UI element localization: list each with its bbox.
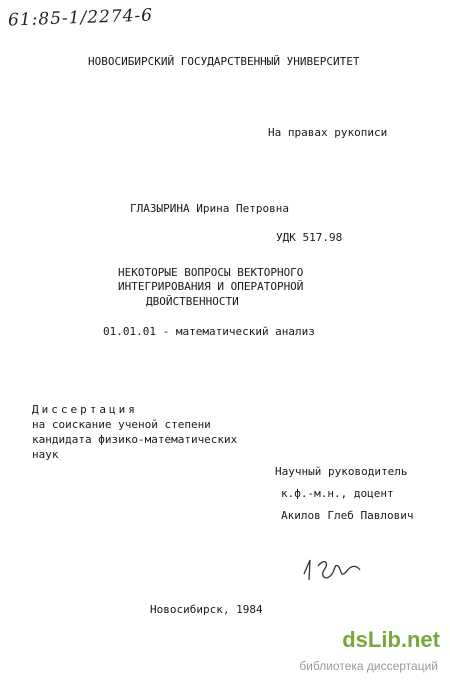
signature-icon	[300, 552, 370, 588]
dissertation-line: наук	[32, 448, 59, 461]
title-line: ДВОЙСТВЕННОСТИ	[146, 295, 239, 308]
watermark-logo: dsLib.net	[342, 627, 440, 652]
manuscript-rights: На правах рукописи	[268, 126, 388, 139]
title-line: ИНТЕГРИРОВАНИЯ И ОПЕРАТОРНОЙ	[118, 280, 304, 293]
dissertation-line: кандидата физико-математических	[32, 433, 238, 446]
watermark-caption: библиотека диссертаций	[299, 659, 438, 673]
university-name: НОВОСИБИРСКИЙ ГОСУДАРСТВЕННЫЙ УНИВЕРСИТЕТ	[88, 55, 360, 68]
supervisor-name: Акилов Глеб Павлович	[281, 509, 414, 522]
city-year: Новосибирск, 1984	[150, 603, 263, 616]
specialty: 01.01.01 - математический анализ	[103, 325, 315, 338]
supervisor-label: Научный руководитель	[275, 465, 408, 478]
dissertation-line: на соискание ученой степени	[32, 418, 211, 431]
dissertation-heading: Диссертация	[32, 403, 138, 416]
author-name: ГЛАЗЫРИНА Ирина Петровна	[130, 202, 289, 215]
title-line: НЕКОТОРЫЕ ВОПРОСЫ ВЕКТОРНОГО	[118, 266, 304, 279]
supervisor-degree: к.ф.-м.н., доцент	[281, 487, 394, 500]
udk-code: УДК 517.98	[276, 231, 343, 244]
archive-code: 61:85-1/2274-6	[7, 5, 154, 31]
